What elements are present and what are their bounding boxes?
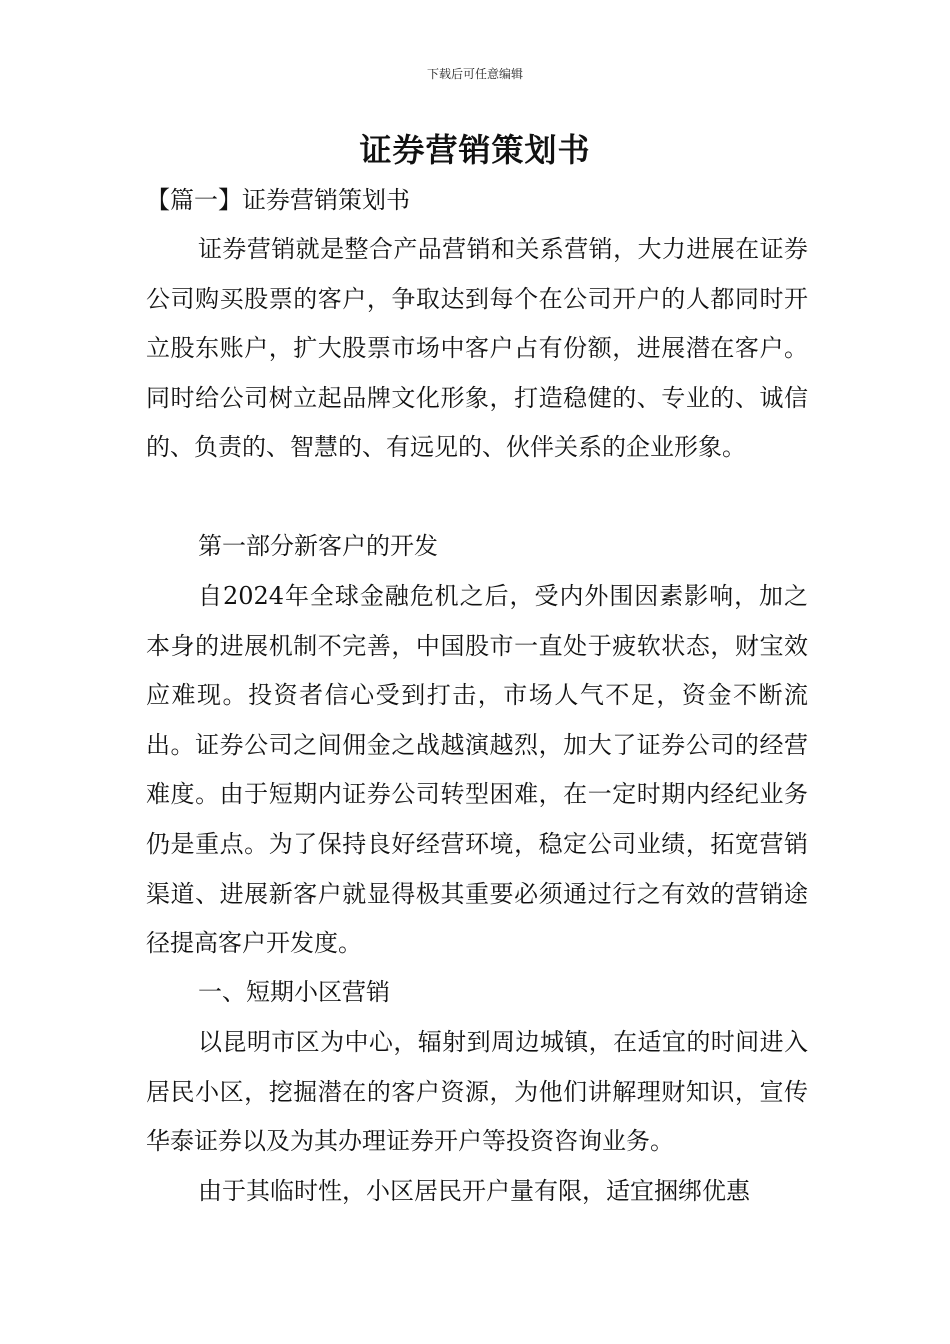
section-heading: 【篇一】证券营销策划书 bbox=[146, 186, 410, 214]
paragraph-part-one-heading: 第一部分新客户的开发 bbox=[198, 532, 438, 560]
document-title: 证券营销策划书 bbox=[359, 131, 591, 169]
paragraph-community-marketing: 以昆明市区为中心，辐射到周边城镇，在适宜的时间进入居民小区，挖掘潜在的客户资源，为他们讲解理财知识，宣传华泰证券以及为其办理证券开户等投资咨询业务。 bbox=[146, 1028, 808, 1156]
paragraph-background: 自2024年全球金融危机之后，受内外围因素影响，加之本身的进展机制不完善，中国股市一直处于疲软状态，财宝效应难现。投资者信心受到打击，市场人气不足，资金不断流出。证券公司之间佣金之战越演越烈，加大了证券公司的经营难度。由于短期内证券公司转型困难，在一定时期内经纪业务仍是重点。为了保持良好经营环境，稳定公司业绩，拓宽营销渠道、进展新客户就显得极其重要必须通过行之有效的营销途径提高客户开发度。 bbox=[146, 582, 808, 958]
paragraph-subheading-community: 一、短期小区营销 bbox=[198, 978, 390, 1006]
header-note: 下载后可任意编辑 bbox=[426, 67, 523, 81]
paragraph-intro: 证券营销就是整合产品营销和关系营销，大力进展在证券公司购买股票的客户，争取达到每个在公司开户的人都同时开立股东账户，扩大股票市场中客户占有份额，进展潜在客户。同时给公司树立起品牌文化形象，打造稳健的、专业的、诚信的、负责的、智慧的、有远见的、伙伴关系的企业形象。 bbox=[146, 235, 808, 462]
paragraph-community-limit: 由于其临时性，小区居民开户量有限，适宜捆绑优惠 bbox=[198, 1177, 750, 1205]
